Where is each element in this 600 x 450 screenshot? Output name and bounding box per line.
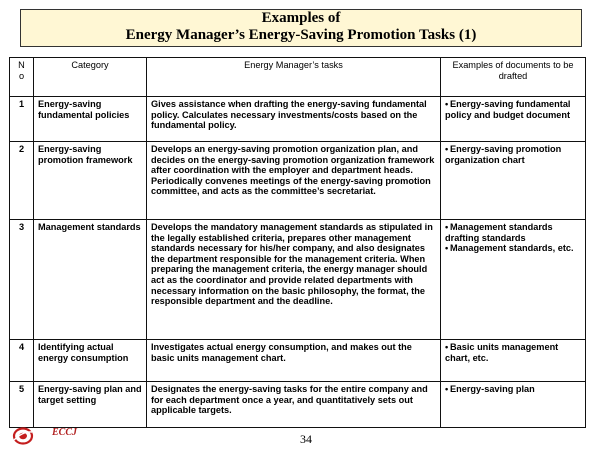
row-category: Energy-saving promotion framework — [34, 142, 147, 220]
row-category: Energy-saving fundamental policies — [34, 97, 147, 142]
row-no: 5 — [10, 382, 34, 428]
tasks-table — [9, 57, 586, 428]
row-docs — [441, 97, 586, 142]
table-row — [10, 97, 586, 142]
table-row — [10, 142, 586, 220]
row-no: 2 — [10, 142, 34, 220]
page-number: 34 — [300, 432, 312, 446]
doc-item: • Energy-saving fundamental policy and budget document — [445, 99, 571, 120]
row-no: 4 — [10, 340, 34, 382]
doc-item: • Management standards, etc. — [445, 243, 574, 254]
slide-title-box — [20, 9, 582, 47]
row-tasks: Investigates actual energy consumption, and makes out the basic units management chart. — [147, 340, 441, 382]
header-tasks: Energy Manager’s tasks — [147, 58, 441, 97]
table-row — [10, 340, 586, 382]
row-docs — [441, 340, 586, 382]
slide-title-line2: Energy Manager’s Energy-Saving Promotion Tasks (1) — [125, 27, 477, 43]
row-category: Identifying actual energy consumption — [34, 340, 147, 382]
table-row — [10, 382, 586, 428]
table-header-row — [10, 58, 586, 97]
row-tasks: Develops an energy-saving promotion organization plan, and decides on the energy-saving promotion organization framework after coordination with the employer and department heads. Periodically convenes meetings of the energy-saving promotion committee, and acts as the committee’s secretariat. — [147, 142, 441, 220]
header-no: N o — [10, 58, 34, 97]
header-docs: Examples of documents to be drafted — [441, 58, 586, 97]
doc-item: • Basic units management chart, etc. — [445, 342, 559, 363]
row-tasks: Gives assistance when drafting the energy-saving fundamental policy. Calculates necessary investments/costs based on the fundamental policy. — [147, 97, 441, 142]
row-tasks: Designates the energy-saving tasks for the entire company and for each department once a year, and quantitatively sets out applicable targets. — [147, 382, 441, 428]
table-row — [10, 220, 586, 340]
row-category: Management standards — [34, 220, 147, 340]
row-tasks: Develops the mandatory management standards as stipulated in the legally established criteria, prepares other management standards necessary for his/her company, and also designates the department responsible for the management criteria. When preparing the management criteria, the energy manager should act as the coordinator and provide related departments with necessary information on the basic philosophy, the format, the responsible department and the deadline. — [147, 220, 441, 340]
doc-item: • Management standards drafting standards — [445, 222, 553, 243]
doc-item: • Energy-saving promotion organization chart — [445, 144, 562, 165]
row-no: 3 — [10, 220, 34, 340]
doc-item: • Energy-saving plan — [445, 384, 535, 394]
row-docs — [441, 220, 586, 340]
slide-title-line1: Examples of — [261, 10, 341, 26]
row-docs — [441, 142, 586, 220]
org-name: ECCJ — [52, 427, 78, 438]
eccj-logo-icon — [12, 427, 34, 445]
row-no: 1 — [10, 97, 34, 142]
header-category: Category — [34, 58, 147, 97]
row-docs — [441, 382, 586, 428]
row-category: Energy-saving plan and target setting — [34, 382, 147, 428]
